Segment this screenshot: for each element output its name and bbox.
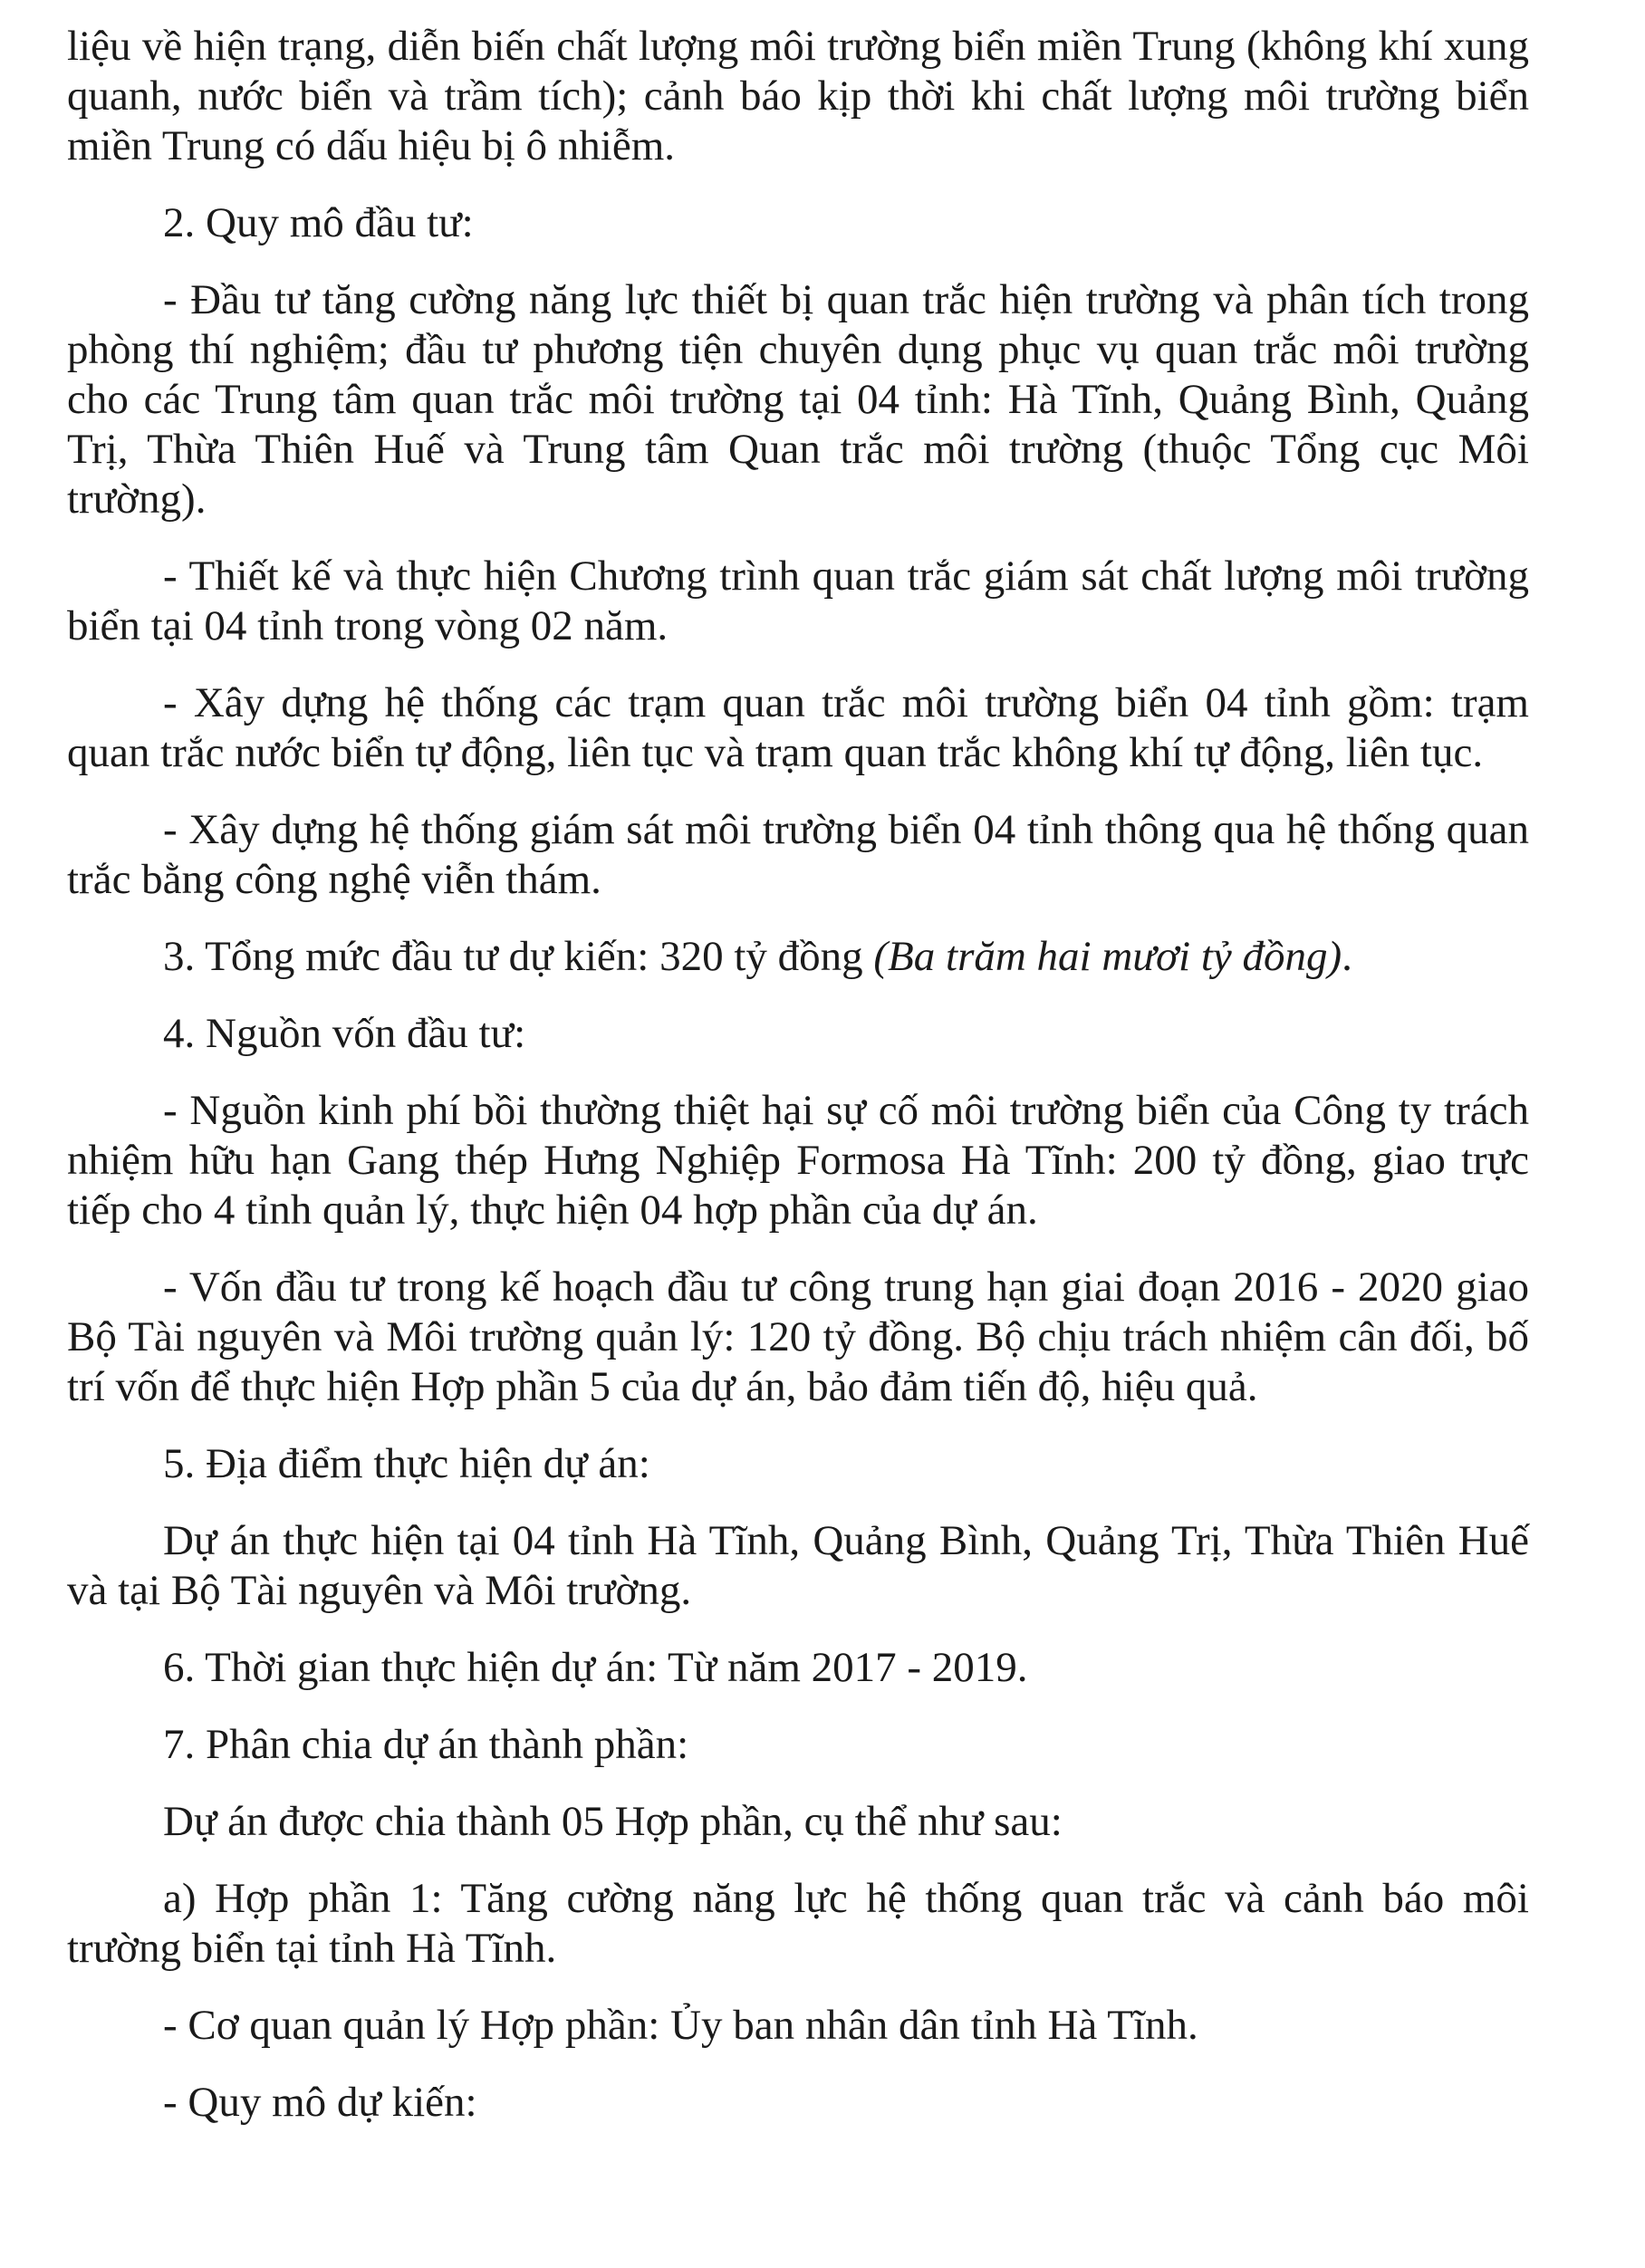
- total-investment-text: 3. Tổng mức đầu tư dự kiến: 320 tỷ đồng: [163, 933, 874, 980]
- paragraph-remote-sensing: - Xây dựng hệ thống giám sát môi trường biển 04 tỉnh thông qua hệ thống quan trắc bằng công nghệ viễn thám.: [67, 806, 1529, 903]
- heading-total-investment: [67, 932, 1529, 982]
- heading-location: 5. Địa điểm thực hiện dự án:: [163, 1440, 650, 1487]
- paragraph-public-investment: - Vốn đầu tư trong kế hoạch đầu tư công trung hạn giai đoạn 2016 - 2020 giao Bộ Tài nguyên và Môi trường quản lý: 120 tỷ đồng. Bộ chịu trách nhiệm cân đối, bố trí vốn để thực hiện Hợp phần 5 của dự án, bảo đảm tiến độ, hiệu quả.: [67, 1264, 1529, 1410]
- total-investment-period: .: [1342, 933, 1352, 980]
- heading-funding-source: 4. Nguồn vốn đầu tư:: [163, 1010, 526, 1057]
- heading-sub-projects: 7. Phân chia dự án thành phần:: [163, 1721, 689, 1768]
- paragraph-location: Dự án thực hiện tại 04 tỉnh Hà Tĩnh, Quảng Bình, Quảng Trị, Thừa Thiên Huế và tại Bộ Tài nguyên và Môi trường.: [67, 1517, 1529, 1614]
- paragraph-compensation-fund: - Nguồn kinh phí bồi thường thiệt hại sự cố môi trường biển của Công ty trách nhiệm hữu hạn Gang thép Hưng Nghiệp Formosa Hà Tĩnh: 200 tỷ đồng, giao trực tiếp cho 4 tỉnh quản lý, thực hiện 04 hợp phần của dự án.: [67, 1087, 1529, 1234]
- heading-duration: 6. Thời gian thực hiện dự án: Từ năm 2017 - 2019.: [163, 1644, 1028, 1691]
- paragraph-managing-agency: - Cơ quan quản lý Hợp phần: Ủy ban nhân dân tỉnh Hà Tĩnh.: [163, 2002, 1198, 2049]
- total-investment-in-words: (Ba trăm hai mươi tỷ đồng): [873, 933, 1342, 980]
- heading-expected-scale: - Quy mô dự kiến:: [163, 2079, 477, 2126]
- paragraph-component-1: a) Hợp phần 1: Tăng cường năng lực hệ thống quan trắc và cảnh báo môi trường biển tại tỉnh Hà Tĩnh.: [67, 1875, 1529, 1972]
- paragraph-components-intro: Dự án được chia thành 05 Hợp phần, cụ thể như sau:: [163, 1798, 1063, 1845]
- paragraph-equipment-investment: - Đầu tư tăng cường năng lực thiết bị quan trắc hiện trường và phân tích trong phòng thí nghiệm; đầu tư phương tiện chuyên dụng phục vụ quan trắc môi trường cho các Trung tâm quan trắc môi trường tại 04 tỉnh: Hà Tĩnh, Quảng Bình, Quảng Trị, Thừa Thiên Huế và Trung tâm Quan trắc môi trường (thuộc Tổng cục Môi trường).: [67, 276, 1529, 523]
- heading-investment-scale: 2. Quy mô đầu tư:: [163, 199, 474, 246]
- paragraph-monitoring-program: - Thiết kế và thực hiện Chương trình quan trắc giám sát chất lượng môi trường biển tại 04 tỉnh trong vòng 02 năm.: [67, 553, 1529, 649]
- paragraph-monitoring-stations: - Xây dựng hệ thống các trạm quan trắc môi trường biển 04 tỉnh gồm: trạm quan trắc nước biển tự động, liên tục và trạm quan trắc không khí tự động, liên tục.: [67, 679, 1529, 776]
- paragraph-continuation: liệu về hiện trạng, diễn biến chất lượng môi trường biển miền Trung (không khí xung quanh, nước biển và trầm tích); cảnh báo kịp thời khi chất lượng môi trường biển miền Trung có dấu hiệu bị ô nhiễm.: [67, 23, 1529, 169]
- document-body: [67, 22, 1529, 2128]
